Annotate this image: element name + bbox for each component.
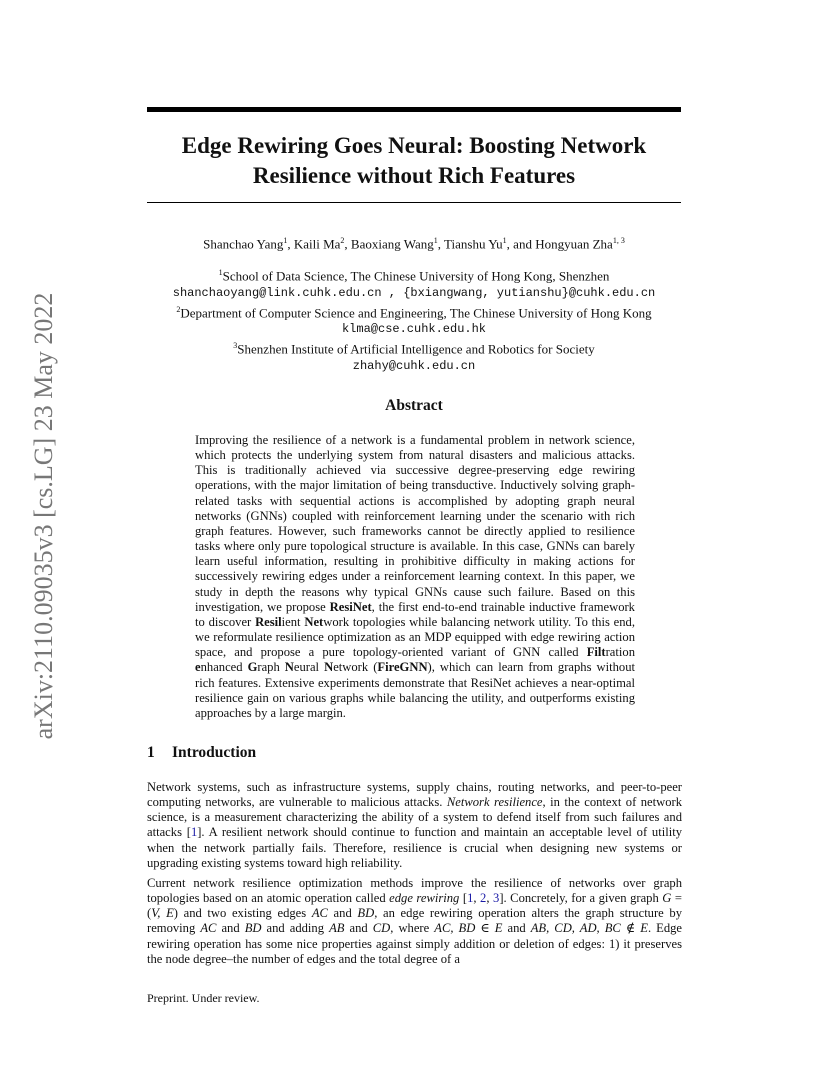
- author-affiliation-marker: 1: [502, 236, 507, 245]
- italic-run: AB: [329, 921, 345, 936]
- title-line-2: Resilience without Rich Features: [252, 163, 576, 188]
- citation-link[interactable]: 1: [467, 891, 474, 906]
- email-1: shanchaoyang@link.cuhk.edu.cn , {bxiangwang, yutianshu}@cuhk.edu.cn: [172, 285, 656, 300]
- italic-run: AB, CD, AD, BC: [530, 921, 621, 936]
- abstract-bold-term: N: [324, 660, 334, 675]
- affiliation-3: [140, 338, 688, 358]
- text-run: ,: [486, 891, 494, 906]
- italic-run: BD: [357, 906, 375, 921]
- text-run: and: [327, 906, 358, 921]
- author-name: Tianshu Yu: [444, 236, 503, 252]
- text-run: and adding: [261, 921, 330, 936]
- abstract-run: ), which can learn from graphs without rich features. Extensive experiments demonstrate that ResiNet achieves a near-optimal resilience gain on various graphs while balancing the utility, and outperforms existing approaches by a large margin.: [195, 660, 635, 720]
- title-line-1: Edge Rewiring Goes Neural: Boosting Network: [181, 133, 647, 158]
- text-run: and: [344, 921, 373, 936]
- author-name: Baoxiang Wang: [350, 236, 434, 252]
- author-separator: , and: [506, 236, 536, 252]
- text-run: and: [216, 921, 245, 936]
- text-run: , in the context of network science, is a measurement characterizing the ability of a system to defend itself from such failures and attacks [: [147, 795, 683, 840]
- italic-run: Network resilience: [446, 795, 543, 810]
- affiliation-1: [140, 265, 688, 285]
- abstract-run: eural: [293, 660, 325, 675]
- author-affiliation-marker: 2: [340, 236, 345, 245]
- author-name: Hongyuan Zha: [535, 236, 613, 252]
- text-run: ]. A resilient network should continue to function and maintain an acceptable level of utility when the network partially fails. Therefore, resilience is crucial when designing new systems or upgrading existing systems toward high reliability.: [147, 825, 682, 870]
- author-separator: ,: [437, 236, 445, 252]
- abstract-run: nhanced: [200, 660, 248, 675]
- text-run: Network systems, such as infrastructure systems, supply chains, routing networks, and peer-to-peer computing networks, are vulnerable to malicious attacks.: [147, 780, 682, 810]
- citation-link[interactable]: 1: [190, 825, 198, 840]
- arxiv-identifier: arXiv:2110.09035v3 [cs.LG] 23 May 2022: [29, 292, 58, 740]
- italic-run: CD: [372, 921, 391, 936]
- italic-run: edge rewiring: [389, 891, 460, 906]
- text-run: . Edge rewiring operation has some nice properties against simply addition or deletion of edges: 1) it preserves the node degree–the number of edges and the total degree of a: [147, 921, 683, 966]
- footer-note: Preprint. Under review.: [147, 991, 260, 1005]
- author-separator: ,: [344, 236, 351, 252]
- affiliation-name: Shenzhen Institute of Artificial Intelligence and Robotics for Society: [237, 341, 595, 357]
- author-list: [147, 236, 681, 252]
- title-rule-top: [147, 107, 681, 112]
- section-title: Introduction: [172, 744, 257, 761]
- affiliation-marker: 2: [176, 304, 181, 314]
- italic-run: AC: [200, 921, 217, 936]
- citation-link[interactable]: 2: [480, 891, 487, 906]
- affiliation-name: Department of Computer Science and Engineering, The Chinese University of Hong Kong: [180, 304, 652, 320]
- author-name: Kaili Ma: [293, 236, 341, 252]
- text-run: ]. Concretely, for a given graph: [499, 891, 663, 906]
- abstract-text: [195, 433, 635, 721]
- abstract-bold-term: Filt: [586, 645, 606, 660]
- italic-run: G: [662, 891, 672, 906]
- italic-run: AC, BD: [434, 921, 476, 936]
- author-separator: ,: [287, 236, 294, 252]
- text-run: ∈: [475, 921, 495, 936]
- text-run: ) and two existing edges: [173, 906, 312, 921]
- abstract-bold-term: N: [284, 660, 294, 675]
- abstract-run: , the first end-to-end trainable inductive framework to discover: [195, 599, 635, 629]
- text-run: , where: [390, 921, 435, 936]
- italic-run: AC: [311, 906, 328, 921]
- title-rule-bottom: [147, 202, 681, 203]
- italic-run: E: [640, 921, 648, 936]
- email-3: zhahy@cuhk.edu.cn: [352, 358, 476, 373]
- affiliation-name: School of Data Science, The Chinese University of Hong Kong, Shenzhen: [222, 268, 610, 284]
- abstract-run: Improving the resilience of a network is a fundamental problem in network science, which protects the underlying system from natural disasters and malicious attacks. This is traditionally achieved via successive degree-preserving edge rewiring operations, with the major limitation of being transductive. Inductively solving graph-related tasks with sequential actions is accomplished by adopting graph neural networks (GNNs) coupled with reinforcement learning under the scenario with rich graph features. However, such frameworks cannot be directly applied to resilience tasks where only pure topological structure is available. In this case, GNNs can barely learn useful information, resulting in prohibitive difficulty in making actions for successively rewiring edges under a reinforcement learning context. In this paper, we study in depth the reasons why typical GNNs cause such failure. Based on this investigation, we propose: [195, 433, 635, 614]
- abstract-heading: Abstract: [385, 397, 443, 414]
- abstract-bold-term: ResiNet: [329, 599, 372, 614]
- text-run: [: [459, 891, 468, 906]
- abstract-bold-term: FireGNN: [377, 660, 428, 675]
- text-run: , an edge rewiring operation alters the graph structure by removing: [147, 906, 683, 936]
- abstract-run: raph: [257, 660, 285, 675]
- italic-run: BD: [244, 921, 262, 936]
- affiliations: [140, 265, 688, 375]
- abstract-run: work topologies while balancing network utility. To this end, we reformulate resilience optimization as an MDP equipped with edge rewiring action space, and propose a pure topology-oriented variant of GNN called: [195, 614, 635, 660]
- text-run: Current network resilience optimization methods improve the resilience of networks over graph topologies based on an atomic operation called: [147, 876, 682, 906]
- section-heading: [147, 744, 256, 762]
- section-number: 1: [147, 744, 155, 761]
- intro-paragraph-2: [147, 876, 682, 967]
- author-name: Shanchao Yang: [203, 236, 284, 252]
- abstract-run: ient: [281, 614, 305, 629]
- text-run: ,: [473, 891, 481, 906]
- abstract-run: etwork (: [333, 660, 378, 675]
- affiliation-marker: 1: [218, 268, 223, 277]
- text-run: = (: [147, 891, 683, 921]
- affiliation-marker: 3: [233, 341, 238, 351]
- abstract-bold-term: Net: [304, 614, 324, 629]
- author-affiliation-marker: 1, 3: [612, 236, 625, 245]
- author-affiliation-marker: 1: [433, 236, 438, 245]
- abstract-bold-term: e: [195, 660, 201, 675]
- intro-paragraph-1: [147, 780, 682, 871]
- paper-title: [147, 131, 681, 191]
- citation-link[interactable]: 3: [493, 891, 500, 906]
- author-affiliation-marker: 1: [283, 236, 288, 245]
- email-2: klma@cse.cuhk.edu.hk: [341, 322, 487, 337]
- affiliation-2: [140, 302, 688, 322]
- italic-run: E: [494, 921, 503, 936]
- abstract-run: ration: [605, 645, 635, 660]
- abstract-bold-term: Resil: [255, 614, 282, 629]
- text-run: ∉: [620, 921, 641, 936]
- text-run: and: [502, 921, 531, 936]
- arxiv-sidebar-stamp: [24, 272, 64, 760]
- abstract-bold-term: G: [247, 660, 258, 675]
- italic-run: V, E: [151, 906, 174, 921]
